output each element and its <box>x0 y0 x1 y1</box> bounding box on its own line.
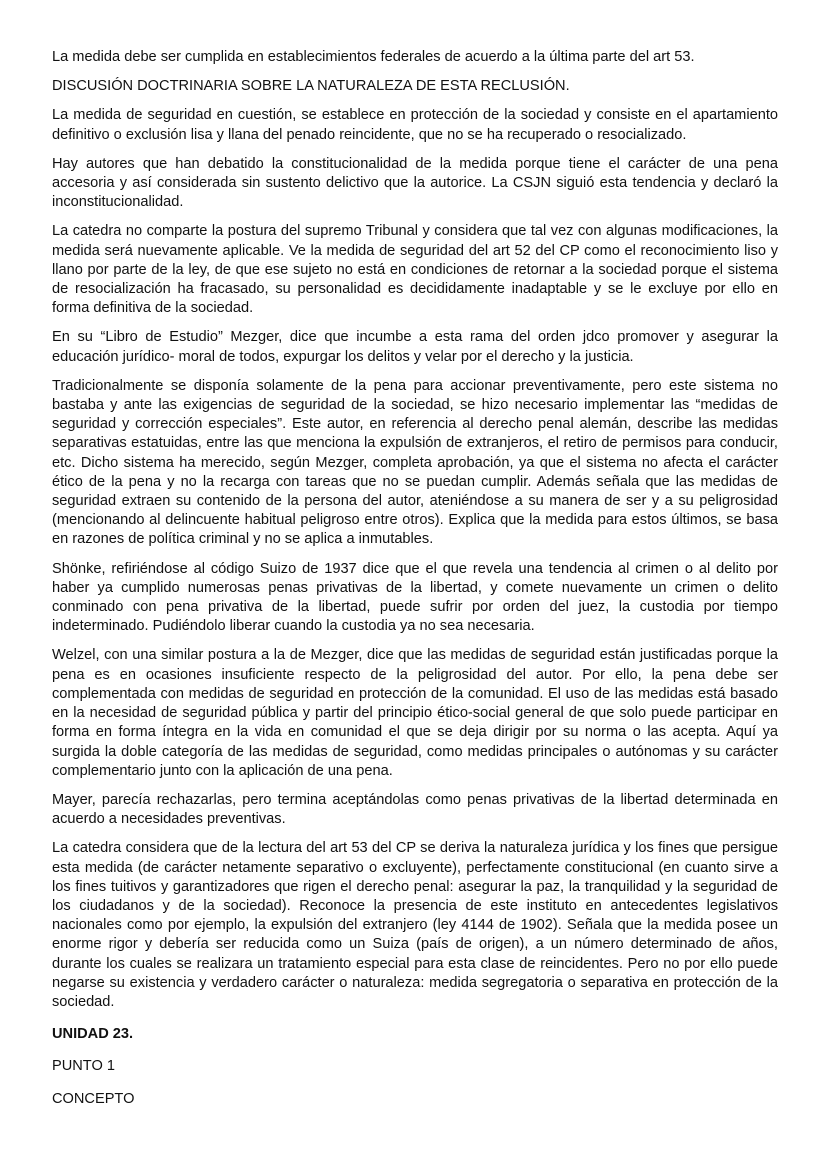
paragraph-tradicionalmente: Tradicionalmente se disponía solamente de la pena para accionar preventivamente, pero este sistema no bastaba y ante las exigencias de seguridad de la sociedad, se hizo necesario implementar las “medidas de seguridad y corrección especiales”. Este autor, en referencia al derecho penal alemán, describe las medidas separativas estatuidas, entre las que menciona la expulsión de extranjeros, el retiro de permisos para conducir, etc. Dicho sistema ha merecido, según Mezger, completa aprobación, ya que el sistema no afecta el carácter ético de la pena y no la recarga con tareas que no se puedan cumplir. Además señala que las medidas de seguridad extraen su contenido de la persona del autor, ateniéndose a su manera de ser y a su peligrosidad (mencionando al delincuente habitual peligroso entre otros). Explica que la medida para estos últimos, se basa en razones de política criminal y no se aplica a inmutables. <box>52 377 778 548</box>
document-page <box>52 48 778 1119</box>
paragraph-medida-seguridad: La medida de seguridad en cuestión, se establece en protección de la sociedad y consiste en el apartamiento definitivo o exclusión lisa y llana del penado reincidente, que no se ha recuperado o resocializado. <box>52 107 778 143</box>
paragraph-catedra-postura: La catedra no comparte la postura del supremo Tribunal y considera que tal vez con algunas modificaciones, la medida será nuevamente aplicable. Ve la medida de seguridad del art 52 del CP como el reconocimiento liso y llano por parte de la ley, de que ese sujeto no está en condiciones de retornar a la sociedad porque el sistema de resocialización ha fracasado, su personalidad es decididamente inadaptable y se le excluye por ello en forma definitiva de la sociedad. <box>52 223 778 317</box>
paragraph-mayer: Mayer, parecía rechazarlas, pero termina aceptándolas como penas privativas de la libertad determinada en acuerdo a necesidades preventivas. <box>52 791 778 828</box>
paragraph-shonke: Shönke, refiriéndose al código Suizo de 1937 dice que el que revela una tendencia al crimen o al delito por haber ya cumplido numerosas penas privativas de la libertad, y comete nuevamente un crimen o delito conminado con pena privativa de la libertad, puede sufrir por orden del juez, la custodia por tiempo indeterminado. Pudiéndolo liberar cuando la custodia ya no sea necesaria. <box>52 560 778 635</box>
section-heading-discusion: DISCUSIÓN DOCTRINARIA SOBRE LA NATURALEZA DE ESTA RECLUSIÓN. <box>52 78 570 95</box>
paragraph-constitucionalidad: Hay autores que han debatido la constitucionalidad de la medida porque tiene el carácter de una pena accesoria y así considerada sin sustento delictivo que la autorice. La CSJN siguió esta tendencia y declaró la inconstitucionalidad. <box>52 155 778 211</box>
paragraph-catedra-considera: La catedra considera que de la lectura del art 53 del CP se deriva la naturaleza jurídica y los fines que persigue esta medida (de carácter netamente separativo o excluyente), perfectamente constitucional (en cuanto sirve a los fines tuitivos y garantizadores que rigen el derecho penal: asegurar la paz, la tranquilidad y la seguridad de los ciudadanos y de la sociedad). Reconoce la presencia de este instituto en antecedentes legislativos nacionales como por ejemplo, la expulsión del extranjero (ley 4144 de 1902). Señala que la medida posee un enorme rigor y debería ser reducida como un Suiza (país de origen), a un número determinado de años, durante los cuales se realizara un tratamiento especial para esta clase de reincidentes. Pero no por ello puede negarse su existencia y verdadero carácter o naturaleza: medida segregatoria o separativa en protección de la sociedad. <box>52 840 778 1010</box>
paragraph-welzel: Welzel, con una similar postura a la de Mezger, dice que las medidas de seguridad están justificadas porque la pena es en ocasiones insuficiente respecto de la peligrosidad del autor. Por ello, la pena debe ser complementada con medidas de seguridad en protección de la comunidad. El uso de las medidas está basado en la necesidad de seguridad pública y partir del principio ético-social general de que solo puede participar en forma en forma íntegra en la vida en comunidad el que se deja dirigir por su norma o las acepta. Aquí ya surgida la doble categoría de las medidas de seguridad, como medidas principales o autónomas y su carácter complementario junto con la aplicación de una pena. <box>52 647 778 779</box>
point-label: PUNTO 1 <box>52 1058 115 1075</box>
paragraph-mezger-libro: En su “Libro de Estudio” Mezger, dice que incumbe a esta rama del orden jdco promover y asegurar la educación jurídico- moral de todos, expurgar los delitos y velar por el derecho y la justicia. <box>52 329 778 365</box>
paragraph-establecimientos: La medida debe ser cumplida en establecimientos federales de acuerdo a la última parte del art 53. <box>52 49 695 65</box>
unit-heading: UNIDAD 23. <box>52 1026 134 1043</box>
concept-label: CONCEPTO <box>52 1090 135 1107</box>
